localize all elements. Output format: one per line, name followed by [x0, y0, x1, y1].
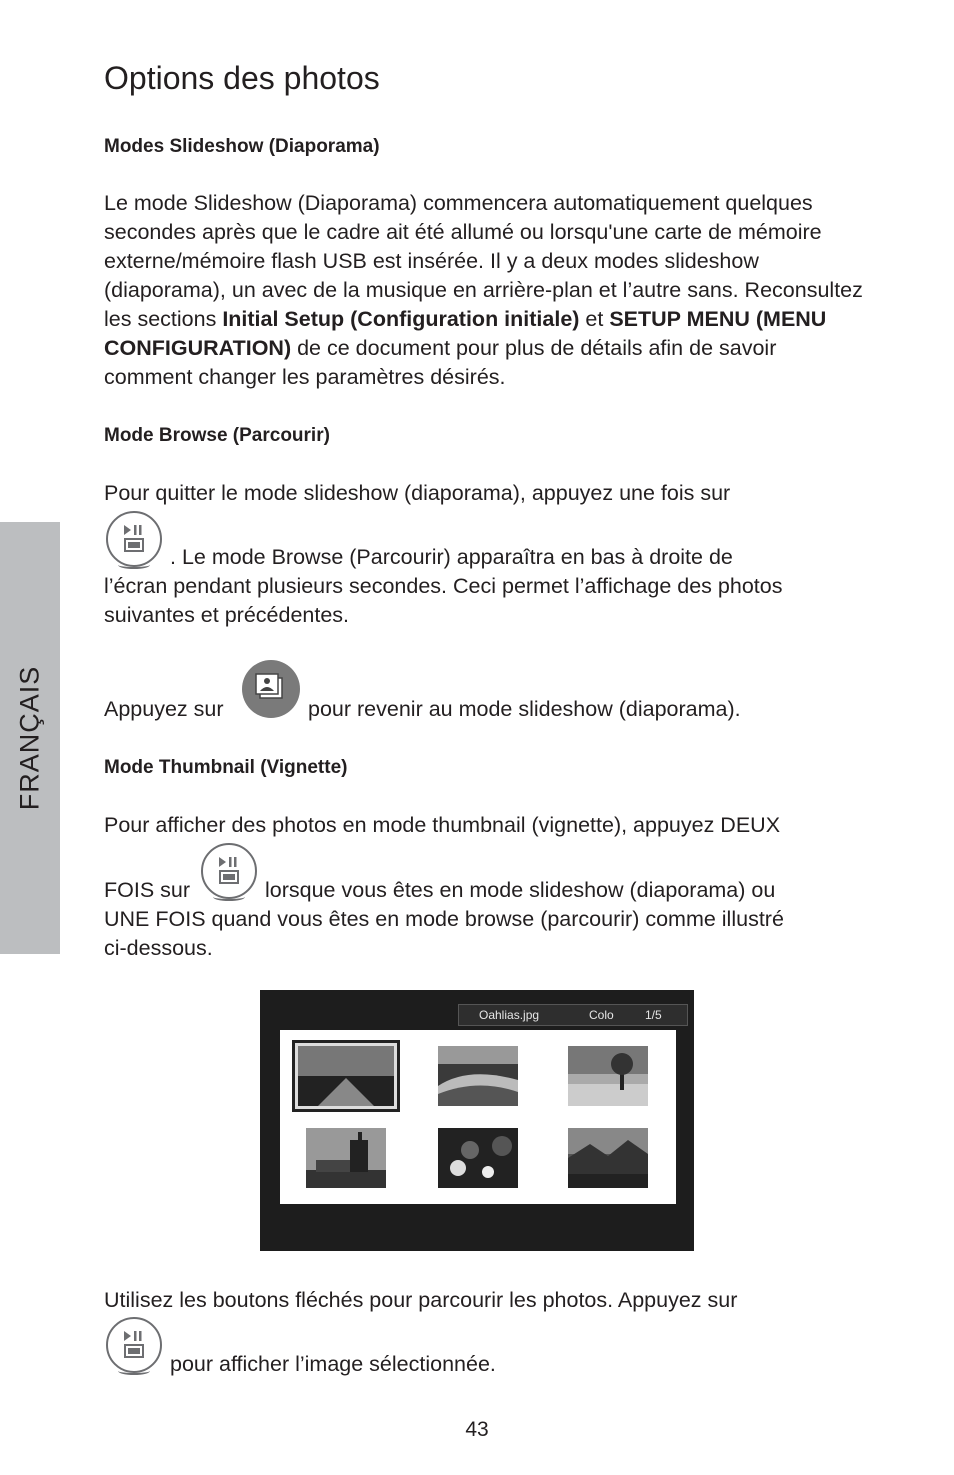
heading-thumbnail: Mode Thumbnail (Vignette) — [104, 757, 348, 778]
play-pause-icon — [106, 1317, 162, 1373]
setup-menu-ref: SETUP MENU (MENU CONFIGURATION) — [104, 307, 827, 360]
heading-browse: Mode Browse (Parcourir) — [104, 425, 330, 446]
browse-line-4: suivantes et précédentes. — [104, 603, 350, 627]
thumbnail-line-3: UNE FOIS quand vous êtes en mode browse (parcourir) comme illustré — [104, 907, 784, 931]
thumbnail-line-2-pre: FOIS sur — [104, 878, 191, 902]
thumbnail-screen-illustration — [260, 990, 694, 1251]
screen-info-bar — [458, 1004, 688, 1026]
initial-setup-ref: Initial Setup (Configuration initiale) — [222, 307, 580, 331]
screen-mode: Colo — [589, 1008, 614, 1022]
screen-filename: Oahlias.jpg — [479, 1008, 540, 1022]
slideshow-paragraph: Le mode Slideshow (Diaporama) commencera automatiquement quelques secondes après que le cadre ait été allumé ou lorsqu'une carte de mémoire externe/mémoire flash USB est insérée. Il y a deux modes slideshow (diaporama), un avec de la musique en arrière-plan et l’autre sans. Reconsultez les sections Initial Setup (Configuration initiale) et SETUP MENU (MENU CONFIGURATION) de ce document pour plus de détails afin de savoir comment changer les paramètres désirés. — [104, 191, 863, 389]
page-number: 43 — [465, 1418, 489, 1441]
play-pause-icon — [201, 843, 257, 899]
thumbnail-photo-2 — [438, 1046, 518, 1106]
play-pause-icon — [106, 511, 162, 567]
browse-line-2: . Le mode Browse (Parcourir) apparaîtra en bas à droite de — [170, 545, 733, 569]
thumbnail-photo-5 — [438, 1128, 518, 1188]
return-text-pre: Appuyez sur — [104, 697, 224, 721]
thumbnail-photo-6 — [568, 1128, 648, 1188]
browse-line-1: Pour quitter le mode slideshow (diaporama), appuyez une fois sur — [104, 481, 731, 505]
thumbnail-photo-3 — [568, 1046, 648, 1106]
thumbnail-line-2-post: lorsque vous êtes en mode slideshow (diaporama) ou — [265, 878, 776, 902]
heading-slideshow: Modes Slideshow (Diaporama) — [104, 136, 380, 157]
thumbnail-photo-4 — [306, 1128, 386, 1188]
language-tab — [0, 522, 60, 954]
return-text-post: pour revenir au mode slideshow (diaporama). — [308, 697, 741, 721]
page-title: Options des photos — [104, 60, 380, 96]
thumbnail-grid — [280, 1030, 676, 1204]
thumbnail-line-1: Pour afficher des photos en mode thumbnail (vignette), appuyez DEUX — [104, 813, 781, 837]
thumbnail-line-4: ci-dessous. — [104, 936, 213, 960]
screen-counter: 1/5 — [645, 1008, 662, 1022]
photo-icon — [242, 660, 300, 718]
thumbnail-photo-1 — [298, 1046, 394, 1106]
browse-line-3: l’écran pendant plusieurs secondes. Ceci permet l’affichage des photos — [104, 574, 783, 598]
language-label: FRANÇAIS — [14, 665, 45, 811]
navigate-line-2: pour afficher l’image sélectionnée. — [170, 1352, 496, 1376]
navigate-line-1: Utilisez les boutons fléchés pour parcourir les photos. Appuyez sur — [104, 1288, 738, 1312]
